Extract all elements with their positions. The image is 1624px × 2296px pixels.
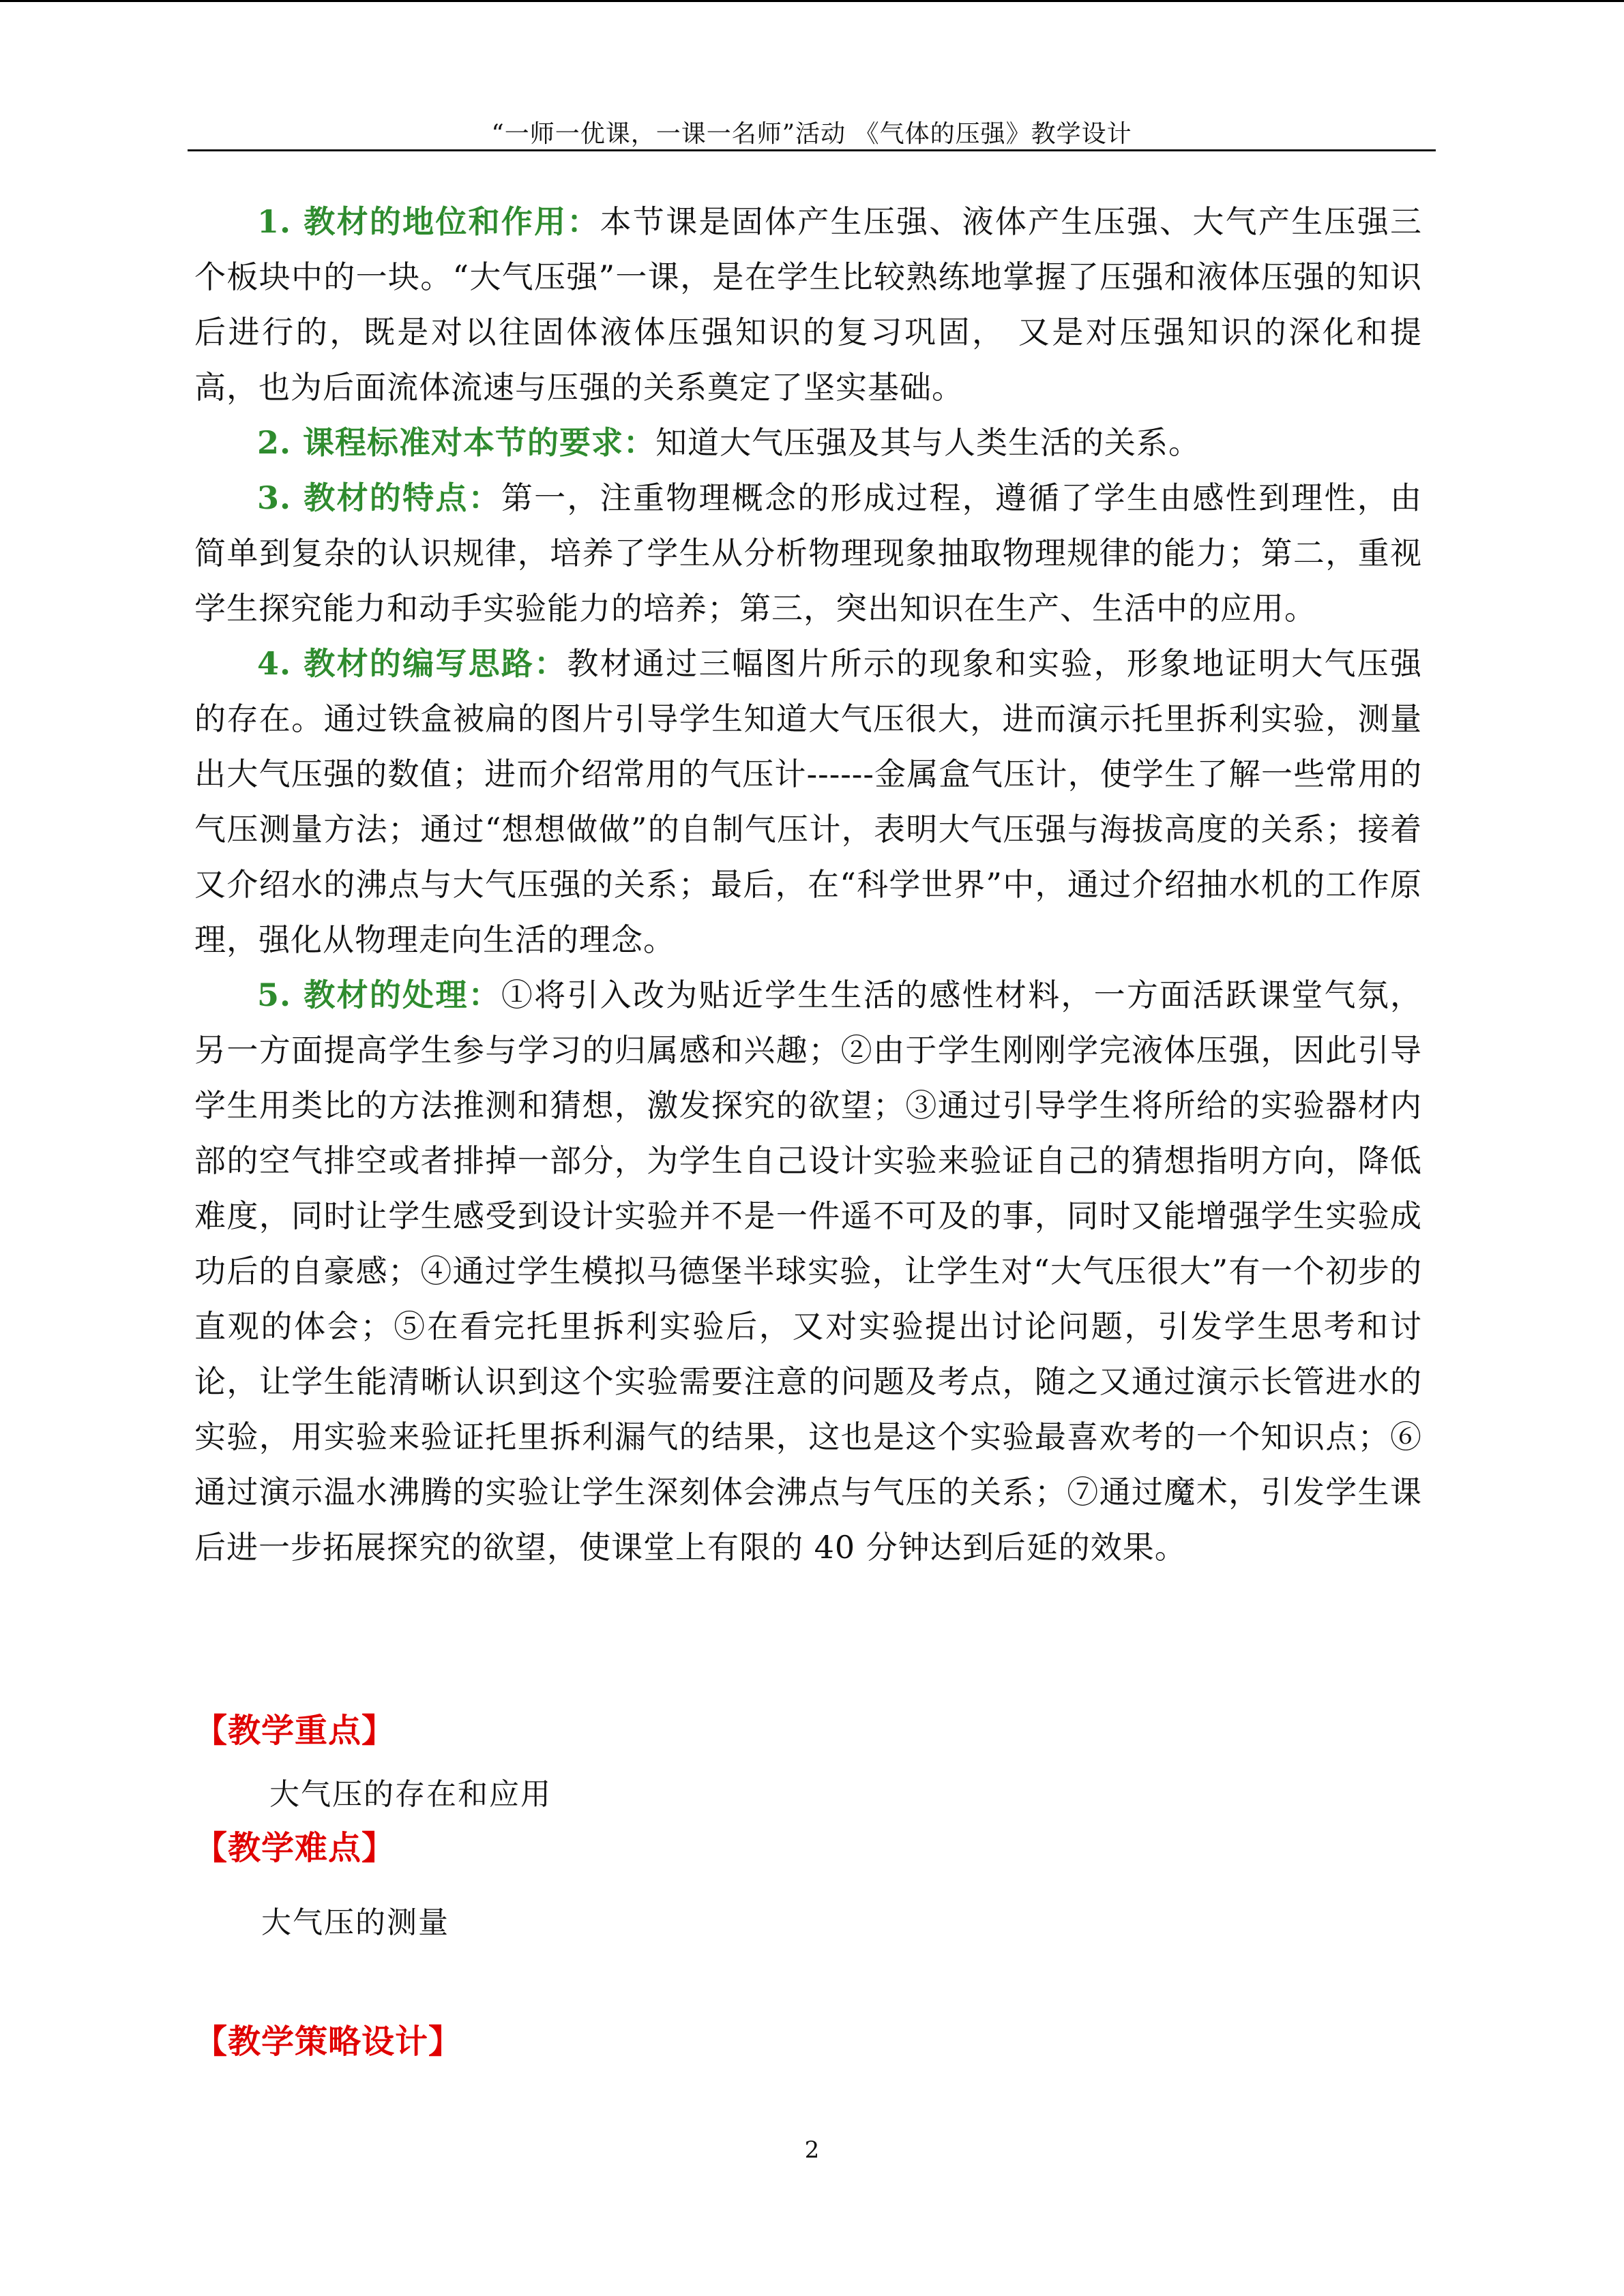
page-number: 2: [804, 2136, 820, 2164]
page-header-title: “一师一优课，一课一名师”活动 《气体的压强》教学设计: [491, 120, 1132, 148]
paragraph-curriculum-requirement: [194, 415, 1422, 471]
paragraph-text: 第一，注重物理概念的形成过程，遵循了学生由感性到理性，由简单到复杂的认识规律，培养了学生从分析物理现象抽取物理规律的能力；第二，重视学生探究能力和动手实验能力的培养；第三，突出知识在生产、生活中的应用。: [194, 479, 1423, 627]
paragraph-textbook-processing: [194, 968, 1422, 1575]
header-rule: [188, 149, 1436, 151]
paragraph-lead: 4. 教材的编写思路：: [257, 645, 567, 682]
section-heading-key-point: 【教学重点】: [194, 1712, 396, 1750]
difficulty-text: 大气压的测量: [261, 1905, 449, 1940]
paragraph-lead: 1. 教材的地位和作用：: [257, 203, 600, 240]
paragraph-text: 知道大气压强及其与人类生活的关系。: [655, 424, 1201, 461]
section-heading-difficulty: 【教学难点】: [194, 1829, 396, 1867]
paragraph-lead: 2. 课程标准对本节的要求：: [257, 424, 656, 461]
paragraph-writing-approach: [194, 636, 1422, 968]
paragraph-position-role: [194, 194, 1422, 415]
paragraph-lead: 3. 教材的特点：: [257, 479, 501, 516]
key-point-text: 大气压的存在和应用: [269, 1777, 552, 1812]
paragraph-lead: 5. 教材的处理：: [257, 976, 501, 1013]
paragraph-text: 本节课是固体产生压强、液体产生压强、大气产生压强三个板块中的一块。“大气压强”一课，是在学生比较熟练地掌握了压强和液体压强的知识后进行的，既是对以往固体液体压强知识的复习巩固， 又是对压强知识的深化和提高，也为后面流体流速与压强的关系奠定了坚实基础。: [194, 203, 1422, 406]
paragraph-textbook-features: [194, 471, 1422, 636]
document-body: [194, 194, 1422, 1575]
paragraph-text: ①将引入改为贴近学生生活的感性材料，一方面活跃课堂气氛，另一方面提高学生参与学习的归属感和兴趣；②由于学生刚刚学完液体压强，因此引导学生用类比的方法推测和猜想，激发探究的欲望；③通过引导学生将所给的实验器材内部的空气排空或者排掉一部分，为学生自己设计实验来验证自己的猜想指明方向，降低难度，同时让学生感受到设计实验并不是一件遥不可及的事，同时又能增强学生实验成功后的自豪感；④通过学生模拟马德堡半球实验，让学生对“大气压很大”有一个初步的直观的体会；⑤在看完托里拆利实验后，又对实验提出讨论问题，引发学生思考和讨论，让学生能清晰认识到这个实验需要注意的问题及考点，随之又通过演示长管进水的实验，用实验来验证托里拆利漏气的结果，这也是这个实验最喜欢考的一个知识点；⑥通过演示温水沸腾的实验让学生深刻体会沸点与气压的关系；⑦通过魔术，引发学生课后进一步拓展探究的欲望，使课堂上有限的 40 分钟达到后延的效果。: [194, 976, 1423, 1566]
section-heading-strategy: 【教学策略设计】: [194, 2023, 462, 2061]
paragraph-text: 教材通过三幅图片所示的现象和实验，形象地证明大气压强的存在。通过铁盒被扁的图片引导学生知道大气压很大，进而演示托里拆利实验，测量出大气压强的数值；进而介绍常用的气压计------金属盒气压计，使学生了解一些常用的气压测量方法；通过“想想做做”的自制气压计，表明大气压强与海拔高度的关系；接着又介绍水的沸点与大气压强的关系；最后，在“科学世界”中，通过介绍抽水机的工作原理，强化从物理走向生活的理念。: [194, 645, 1422, 958]
